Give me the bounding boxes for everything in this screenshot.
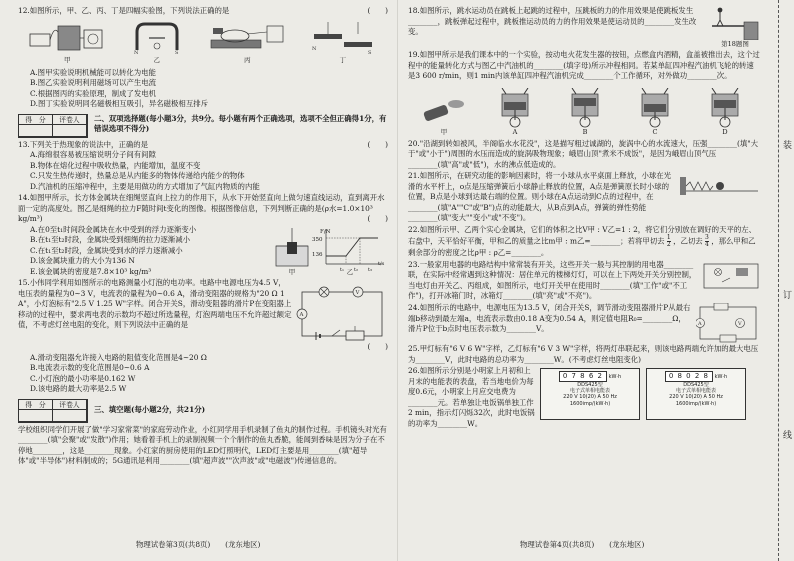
q25-text: 25.甲灯标有"6 V 6 W"字样，乙灯标有"6 V 3 W"字样，将两灯串联起来，则该电路两端允许加的最大电压为________V，此时电路的总功率为________W。(不考虑灯丝电阻变化) [408, 343, 759, 364]
q14-figures [272, 211, 388, 278]
q15-option-b[interactable]: B.电流表示数的变化范围是0~0.6 A [30, 363, 150, 373]
question-23 [408, 260, 760, 302]
svg-text:A: A [698, 320, 702, 327]
score-head-score: 得 分 [19, 400, 53, 410]
meter1-line2: 220 V 10(20) A 50 Hz [563, 394, 617, 401]
question-12 [18, 6, 388, 110]
question-13 [18, 140, 388, 193]
left-page [8, 0, 396, 561]
question-21 [408, 171, 760, 224]
q12-figure-yi [127, 20, 187, 65]
q26-meter-2 [646, 368, 746, 420]
q12-fig-label-bing: 丙 [244, 56, 251, 65]
meter2-brand: DDS425型 [683, 381, 709, 388]
q22-fraction-2 [705, 235, 709, 248]
q19-fig-label-jia: 甲 [440, 127, 448, 136]
q15-option-c[interactable]: C.小灯泡的最小功率是0.162 W [30, 373, 136, 383]
score-head-grader: 评卷人 [53, 115, 87, 125]
meter2-unit: kW·h [714, 374, 728, 381]
q12-fig-label-ding: 丁 [339, 56, 346, 65]
frac2-num: 3 [705, 234, 709, 242]
q22-text [408, 225, 760, 259]
q14-graph-xtick-t2: t₂ [354, 267, 359, 274]
q13-answer-paren: ( ) [367, 139, 388, 149]
q22-text-b: ，乙切去 [673, 236, 703, 246]
binding-label-zhuang: 装 [783, 141, 793, 151]
binding-label-xian: 线 [783, 431, 793, 441]
question-16 [18, 425, 388, 467]
left-page-footer: 物理试卷第3页(共8页) (龙东地区) [136, 540, 261, 550]
q19-fig-label-b: B [582, 127, 588, 136]
q12-figure-ding [308, 20, 378, 65]
section-2-header [18, 114, 388, 138]
q15-stem: 15.小伟同学利用如图所示的电路测量小灯泡的电功率。电路中电源电压为4.5 V，电压表的量程为0~3 V，电流表的量程为0~0.6 A，滑动变阻器的规格为"20 Ω 1 A"，小灯泡标有"2.5 V 1.25 W"字样。闭合开关S，滑动变阻器的滑片P在变阻器上移动的过程中，要求两电表的示数均不超过所选量程，灯泡两端电压不允许超过额定值，不考虑灯丝电阻的变化，则下列说法中正确的是 [18, 278, 292, 330]
q19-engine-a [492, 88, 538, 137]
q26-text: 26.如图所示分别是小明家上月初和上月末的电能表的表盘，若当地电价为每度0.6元，小明家上月应交电费为________元。若单独让电饭锅单独工作2 min，指示灯闪烁32次，此时电饭锅的功率为________W。 [408, 366, 535, 428]
meter2-line1: 电子式单相电能表 [675, 388, 716, 395]
q26-meter-1 [540, 368, 640, 420]
q18-text: 18.如图所示，跳水运动员在跳板上起跳的过程中，压跳板的力的作用效果是使跳板发生________，跳板弹起过程中，跳板推运动员的力的作用效果是使运动员的________发生改变。 [408, 6, 697, 37]
q13-option-b[interactable]: B.物体在熔化过程中吸收热量，内能增加，温度不变 [30, 160, 201, 170]
right-page [400, 0, 772, 561]
q14-graph-xtick-axis: t/s [378, 261, 385, 268]
q26-meters [540, 368, 746, 429]
q19-fig-label-a: A [512, 127, 518, 136]
q12-option-b[interactable]: B.图乙实验说明利用磁场可以产生电流 [30, 78, 157, 88]
q13-option-a[interactable]: A.海绵很容易被压缩说明分子间有间隙 [30, 150, 156, 160]
q12-answer-paren: ( ) [367, 6, 388, 15]
question-20 [408, 139, 760, 171]
q14-stem: 14.如图甲所示，长方体金属块在细绳竖直向上拉力的作用下，从水下开始竖直向上做匀速直线运动，直到离开水面一定的高度处。图乙是细绳的拉力F随时间t变化的图像。根据图像信息，下列判断正确的是(ρ水=1.0×10³ kg/m³) [18, 193, 385, 224]
q24-text: 24.如图所示的电路中，电源电压为13.5 V，闭合开关S，调节滑动变阻器滑片P从最右端b移动到最左端a，电流表示数由0.18 A变为0.54 A，则定值电阻R₀=________Ω，滑片P位于b点时电压表示数为________V。 [408, 302, 691, 334]
meter2-line3: 1600imp/(kW·h) [675, 400, 717, 407]
q14-graph-tick-350: 350 [312, 237, 323, 244]
q14-body [18, 225, 388, 278]
meter1-brand: DDS425型 [577, 381, 603, 388]
section-2-title: 二、双项选择题(每小题3分，共9分。每小题有两个正确选项，选项不全但正确得1分，有错误选项不得分) [94, 113, 387, 133]
svg-text:V: V [355, 290, 360, 297]
q12-figure-bing [207, 20, 287, 65]
q13-option-c[interactable]: C.只发生热传递时，热量总是从内能多的物体传递给内能少的物体 [30, 171, 245, 181]
svg-text:A: A [299, 312, 304, 319]
q15-option-a[interactable]: A.滑动变阻器允许接入电路的阻值变化范围是4~20 Ω [30, 352, 207, 362]
score-head-score: 得 分 [19, 115, 53, 125]
q21-text: 21.如图所示，在研究动能的影响因素时，将一小球从水平桌面上释放，小球在光滑的水平杆上，o点是压缩弹簧后小球静止释放的位置，A点是弹簧原长时小球的位置，B点是小球到达最右端的位置。则小球在A点运动到C点的过程中，在________(填"A""C"或"B")点的动能最大，从B点到A点，弹簧的弹性势能________(填"变大""变小"或"不变")。 [408, 171, 672, 223]
q12-option-a[interactable]: A.图甲实验说明机械能可以转化为电能 [30, 67, 156, 77]
question-19 [408, 50, 760, 137]
page-fold [397, 0, 398, 561]
svg-text:S: S [367, 50, 372, 57]
score-cell-score[interactable] [19, 125, 53, 137]
meter2-reading: 0 8 0 2 8 [665, 371, 713, 382]
q22-fraction-1 [667, 235, 671, 248]
q19-fig-label-d: D [722, 127, 728, 136]
q19-figure-jia [420, 94, 468, 137]
q12-figure-jia [28, 20, 106, 65]
q19-engine-d [702, 88, 748, 137]
q15-answer-paren: ( ) [367, 342, 388, 352]
q14-fig-label-jia: 甲 [288, 268, 296, 277]
section-3-title: 三、填空题(每小题2分，共21分) [94, 404, 206, 414]
q14-option-c[interactable]: C.在t₁至t₂时段，金属块受到水的浮力逐渐减小 [30, 245, 183, 255]
q19-engine-b [562, 88, 608, 137]
q14-option-a[interactable]: A.在0至t₁时间段金属块在水中受到的浮力逐渐变小 [30, 224, 197, 234]
question-22 [408, 225, 760, 259]
question-25 [408, 344, 760, 365]
meter1-line3: 1600imp/(kW·h) [569, 400, 611, 407]
q14-figure-jia [272, 228, 312, 277]
q19-text: 19.如图甲所示是我们课本中的一个实验，按动电火花发生器的按钮，点燃盒内酒精，盒盖被推出去，这个过程中的能量转化方式与图乙中汽油机的________(填字母)所示冲程相同。若某单缸四冲程汽油机飞轮的转速是3 600 r/min，则1 min内该单缸四冲程汽油机完成________个工作循环，对外做功________次。 [408, 50, 760, 81]
frac1-den: 2 [666, 241, 671, 249]
svg-text:N: N [311, 46, 317, 53]
meter1-reading: 0 7 8 6 2 [559, 371, 607, 382]
question-15 [18, 278, 388, 395]
q24-circuit-figure [696, 303, 760, 343]
score-cell-grader[interactable] [53, 410, 87, 422]
q15-circuit-figure [296, 286, 388, 342]
q12-fig-label-jia: 甲 [64, 56, 71, 65]
frac1-num: 1 [666, 234, 671, 242]
frac2-den: 4 [705, 241, 709, 249]
q20-text: 20."沿湖到转如被风，半阁临水水花没"，这是描写粗过诚湖的，旋涡中心的水流速大，压强________(填"大于"或"小于")周围的水压而造成的旋涡吸物现象；峨眉山顶"煮米不成饭"，是因为峨眉山顶气压________(填"高"或"低")，水的沸点低造成的。 [408, 138, 759, 169]
q14-option-d[interactable]: D.该金属块重力的大小为136 N [30, 256, 135, 266]
q16-text: 学校组织同学们开展了做"学习家常菜"的家庭劳动作业，小红同学用手机录制了鱼丸的制作过程。手机镜头对光有________(填"会聚"或"发散")作用；她看着手机上的录制视频一个个制作的鱼丸香脆，能闻到香味是因为分子在不停地________，这是________现象。小红家的厨房使用的LED灯照明代，LED灯主要是用________(填"超导体"或"半导体")材料制成的；5G通讯是利用________(填"超声波""次声波"或"电磁波")传递信息的。 [18, 424, 387, 466]
q23-text: 23.一般家用电器的电路结构中常常装有开关，这些开关一般与其控制的用电器________联，在实际中经常遇到这种情况：居住单元的楼梯灯灯，可以在上下两处开关分别控制，当电灯由开关乙、丙组成，如图所示，电灯开关甲在使用时________(填"工作"或"不工作")，打开冰箱门时，冰箱灯________(填"亮"或"不亮")。 [408, 259, 697, 301]
score-cell-score[interactable] [19, 410, 53, 422]
q15-option-d[interactable]: D.该电路的最大功率是2.5 W [30, 384, 127, 394]
q13-option-d[interactable]: D.汽油机的压缩冲程中，主要是用做功的方式增加了气缸内物质的内能 [30, 181, 260, 191]
q12-fig-label-yi: 乙 [153, 56, 160, 65]
q19-fig-label-c: C [652, 127, 658, 136]
binding-label-ding: 订 [783, 291, 793, 301]
q22-text-a: 22.如图所示甲、乙两个实心金属块，它们的体积之比V甲 : V乙=1 : 2，将它们分别放在调好的天平的左、右盘中，天平恰好平衡，甲和乙的质量之比m甲 : m乙=________；若将甲切去 [408, 224, 757, 246]
q18-figure [710, 6, 760, 49]
q14-graph-tick-136: 136 [312, 252, 323, 259]
q18-fig-caption: 第18题图 [721, 40, 749, 48]
q14-graph-xtick-t1: t₁ [340, 267, 345, 274]
question-14 [18, 193, 388, 277]
q14-fig-label-yi: 乙 [346, 268, 354, 277]
q14-option-b[interactable]: B.在t₁至t₂时段，金属块受到细绳的拉力逐渐减小 [30, 235, 191, 245]
meter1-line1: 电子式单相电能表 [569, 388, 610, 395]
score-head-grader: 评卷人 [53, 400, 87, 410]
svg-text:N: N [133, 50, 139, 57]
q21-figure [678, 175, 760, 224]
binding-dashed-line [778, 0, 779, 561]
score-cell-grader[interactable] [53, 125, 87, 137]
q12-figures [18, 20, 388, 66]
q12-option-c[interactable]: C.根据图丙的实验原理，制成了发电机 [30, 88, 156, 98]
section-3-score-table [18, 399, 88, 423]
q14-graph-ylabel: F/N [320, 229, 331, 236]
section-3-header [18, 399, 388, 423]
q22-text-c: ，那么甲和乙剩余部分的密度之比ρ甲 : ρ乙=________。 [408, 236, 756, 258]
question-24 [408, 303, 760, 343]
q12-stem: 12.如图所示，甲、乙、丙、丁是四幅实验图，下列说法正确的是 [18, 6, 230, 15]
q13-stem: 13.下列关于热现象的说法中，正确的是 [18, 139, 149, 149]
q19-engine-c [632, 88, 678, 137]
right-page-footer: 物理试卷第4页(共8页) (龙东地区) [520, 540, 645, 550]
q19-figures [408, 85, 760, 137]
svg-text:S: S [174, 50, 179, 57]
q14-option-e[interactable]: E.该金属块的密度是7.8×10³ kg/m³ [30, 266, 152, 276]
svg-text:V: V [738, 320, 742, 327]
q12-option-d[interactable]: D.图丁实验说明同名磁极相互吸引，异名磁极相互排斥 [30, 99, 208, 109]
q14-answer-paren: ( ) [367, 214, 388, 224]
question-18 [408, 6, 760, 49]
meter1-unit: kW·h [608, 374, 622, 381]
meter2-line2: 220 V 10(20) A 50 Hz [669, 394, 723, 401]
question-26 [408, 366, 760, 429]
q23-figure [702, 262, 760, 302]
q14-graph-xtick-t3: t₃ [368, 267, 373, 274]
section-2-score-table [18, 114, 88, 138]
